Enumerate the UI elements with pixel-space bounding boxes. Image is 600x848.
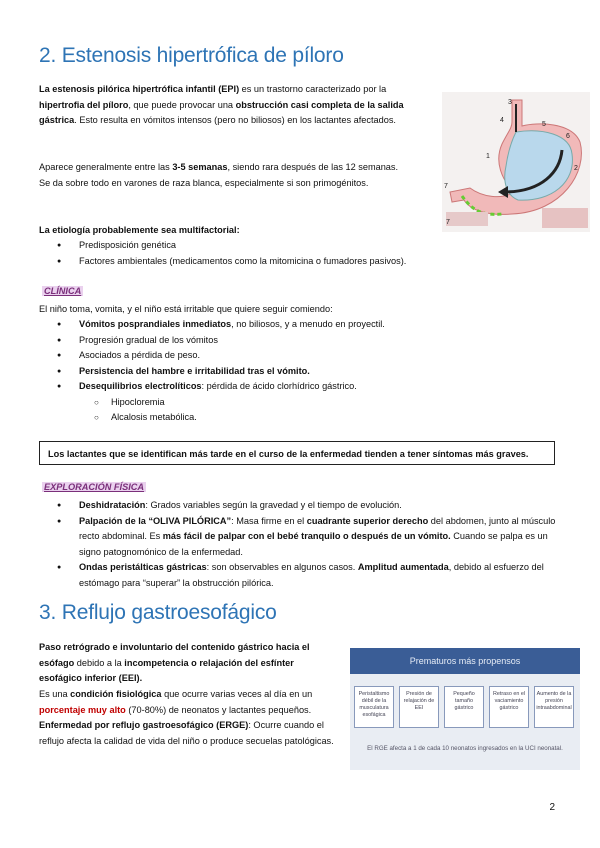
list-item: ● Deshidratación: Grados variables según la gravedad y el tiempo de evolución. xyxy=(39,498,559,514)
diagram-label: 3 xyxy=(508,99,512,106)
premature-figure xyxy=(350,648,580,770)
list-item: ● Progresión gradual de los vómitos xyxy=(39,333,539,349)
diagram-label: 7 xyxy=(444,183,448,190)
stomach-diagram xyxy=(442,92,590,232)
figure-cell: Aumento de la presión intraabdominal xyxy=(534,686,574,728)
intro-paragraph: La estenosis pilórica hipertrófica infantil (EPI) es un trastorno caracterizado por la hipertrofia del píloro, que puede provocar una obstrucción casi completa de la salida gástrica. Esto resulta en vómitos intensos (pero no biliosos) en los lactantes afectados. xyxy=(39,84,404,125)
exploracion-list xyxy=(39,498,559,591)
section-title: 3. Reflujo gastroesofágico xyxy=(39,601,277,624)
diagram-label: 4 xyxy=(500,117,504,124)
figure-title: Prematuros más propensos xyxy=(350,648,580,674)
page-number: 2 xyxy=(549,802,555,813)
boxed-note: Los lactantes que se identifican más tarde en el curso de la enfermedad tienden a tener síntomas más graves. xyxy=(39,441,555,465)
list-item: ○ Alcalosis metabólica. xyxy=(39,410,539,426)
figure-cell: Pequeño tamaño gástrico xyxy=(444,686,484,728)
list-item: ● Predisposición genética xyxy=(39,238,509,254)
list-item: ● Factores ambientales (medicamentos como la mitomicina o fumadores pasivos). xyxy=(39,254,509,270)
exploracion-header: EXPLORACIÓN FÍSICA xyxy=(44,482,145,492)
diagram-label: 5 xyxy=(542,121,546,128)
reflux-definition: Paso retrógrado e involuntario del contenido gástrico hacia el esófago debido a la incompetencia o relajación del esfínter esofágico inferior (EEI). xyxy=(39,642,310,683)
erge-definition: Enfermedad por reflujo gastroesofágico (ERGE): Ocurre cuando el reflujo afecta la calidad de vida del niño o produce secuelas patológicas. xyxy=(39,720,334,746)
etiology-title: La etiología probablemente sea multifactorial: xyxy=(39,225,240,235)
clinica-list xyxy=(39,317,539,426)
etiology-list xyxy=(39,238,509,269)
list-item: ● Persistencia del hambre e irritabilidad tras el vómito. xyxy=(39,364,539,380)
diagram-label: 6 xyxy=(566,133,570,140)
reflux-physiological: Es una condición fisiológica que ocurre varias veces al día en un porcentaje muy alto (70-80%) de neonatos y lactantes pequeños. xyxy=(39,689,313,715)
list-item: ● Vómitos posprandiales inmediatos, no biliosos, y a menudo en proyectil. xyxy=(39,317,539,333)
diagram-label: 7 xyxy=(446,219,450,226)
figure-caption: El RGE afecta a 1 de cada 10 neonatos ingresados en la UCI neonatal. xyxy=(367,745,563,752)
list-item: ● Asociados a pérdida de peso. xyxy=(39,348,539,364)
diagram-label: 1 xyxy=(486,153,490,160)
list-item: ● Ondas peristálticas gástricas: son observables en algunos casos. Amplitud aumentada, debido al esfuerzo del estómago para “superar” la obstrucción pilórica. xyxy=(39,560,559,591)
figure-cell: Retraso en el vaciamiento gástrico xyxy=(489,686,529,728)
list-item: ● Palpación de la “OLIVA PILÓRICA”: Masa firme en el cuadrante superior derecho del abdomen, junto al músculo recto abdominal. Es más fácil de palpar con el bebé tranquilo o después de un vómito. Cuando se palpa es un signo patognomónico de la enfermedad. xyxy=(39,514,559,561)
clinica-header: CLÍNICA xyxy=(44,286,82,296)
diagram-label: 2 xyxy=(574,165,578,172)
list-item: ● Desequilibrios electrolíticos: pérdida de ácido clorhídrico gástrico. xyxy=(39,379,539,395)
section-title: 2. Estenosis hipertrófica de píloro xyxy=(39,44,344,67)
figure-cell: Presión de relajación de EEI xyxy=(399,686,439,728)
list-item: ○ Hipocloremia xyxy=(39,395,539,411)
clinica-intro: El niño toma, vomita, y el niño está irritable que quiere seguir comiendo: xyxy=(39,304,333,314)
figure-cell: Peristaltismo débil de la musculatura esofágica xyxy=(354,686,394,728)
age-paragraph: Aparece generalmente entre las 3-5 semanas, siendo rara después de las 12 semanas. Se da sobre todo en varones de raza blanca, especialmente si son primogénitos. xyxy=(39,162,399,188)
